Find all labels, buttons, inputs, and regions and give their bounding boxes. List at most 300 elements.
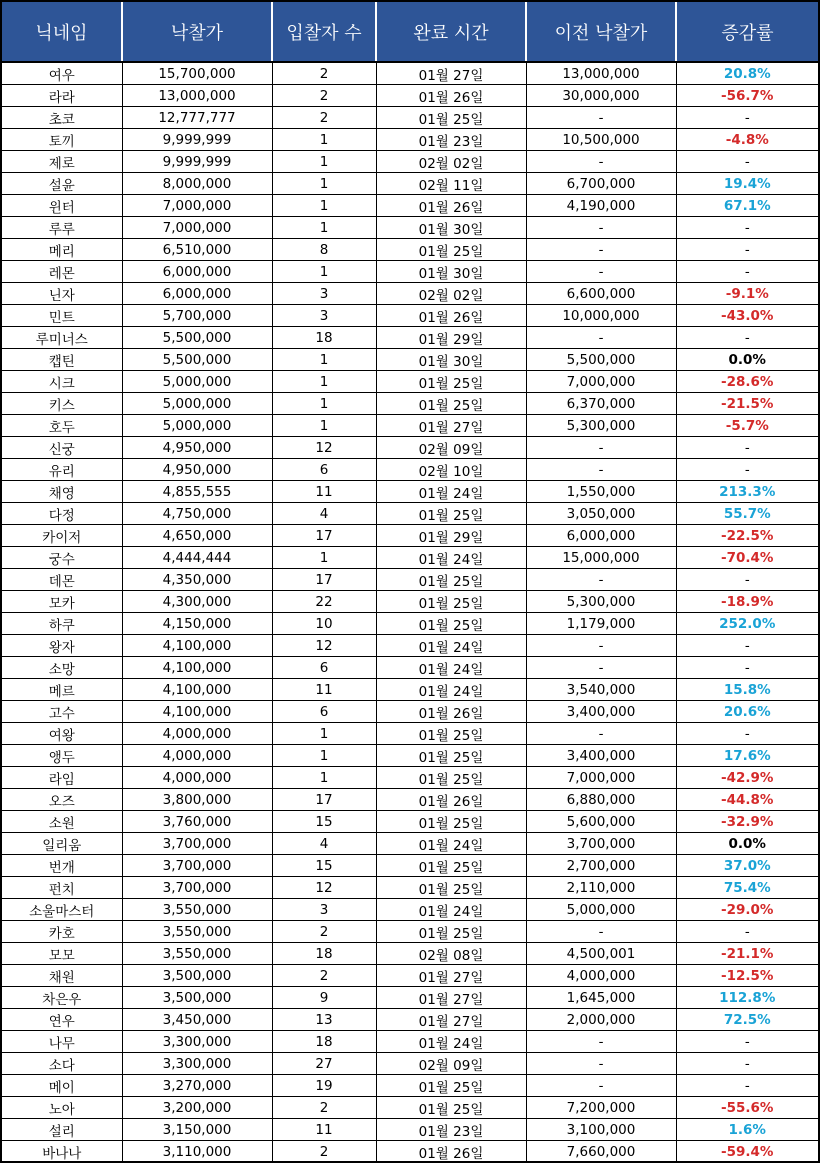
- cell-nickname: 왕자: [2, 635, 122, 657]
- cell-change-rate: 17.6%: [676, 745, 818, 767]
- cell-previous-bid: 3,700,000: [526, 833, 676, 855]
- cell-nickname: 라라: [2, 85, 122, 107]
- cell-bidder-count: 1: [272, 261, 376, 283]
- cell-completion-time: 01월 24일: [376, 481, 526, 503]
- table-row: [2, 503, 818, 525]
- cell-change-rate: -5.7%: [676, 415, 818, 437]
- cell-change-rate: -: [676, 327, 818, 349]
- table-row: [2, 767, 818, 789]
- cell-nickname: 닌자: [2, 283, 122, 305]
- cell-previous-bid: 7,000,000: [526, 767, 676, 789]
- cell-change-rate: -44.8%: [676, 789, 818, 811]
- cell-change-rate: 0.0%: [676, 349, 818, 371]
- cell-bidder-count: 3: [272, 283, 376, 305]
- cell-change-rate: -: [676, 459, 818, 481]
- cell-winning-bid: 3,110,000: [122, 1141, 272, 1163]
- cell-winning-bid: 3,550,000: [122, 943, 272, 965]
- cell-bidder-count: 1: [272, 547, 376, 569]
- cell-bidder-count: 13: [272, 1009, 376, 1031]
- cell-completion-time: 01월 27일: [376, 1009, 526, 1031]
- cell-winning-bid: 3,500,000: [122, 965, 272, 987]
- cell-nickname: 일리움: [2, 833, 122, 855]
- cell-completion-time: 01월 26일: [376, 701, 526, 723]
- cell-previous-bid: 5,300,000: [526, 415, 676, 437]
- cell-bidder-count: 1: [272, 767, 376, 789]
- cell-change-rate: -21.5%: [676, 393, 818, 415]
- cell-change-rate: -21.1%: [676, 943, 818, 965]
- table-row: [2, 899, 818, 921]
- cell-nickname: 카호: [2, 921, 122, 943]
- cell-previous-bid: -: [526, 1031, 676, 1053]
- cell-nickname: 궁수: [2, 547, 122, 569]
- cell-change-rate: -4.8%: [676, 129, 818, 151]
- table-row: [2, 393, 818, 415]
- cell-change-rate: 67.1%: [676, 195, 818, 217]
- cell-nickname: 데몬: [2, 569, 122, 591]
- cell-nickname: 펀치: [2, 877, 122, 899]
- cell-completion-time: 02월 02일: [376, 151, 526, 173]
- cell-nickname: 카이저: [2, 525, 122, 547]
- cell-previous-bid: 3,050,000: [526, 503, 676, 525]
- cell-previous-bid: 13,000,000: [526, 62, 676, 85]
- cell-change-rate: -: [676, 261, 818, 283]
- cell-bidder-count: 2: [272, 1097, 376, 1119]
- cell-completion-time: 02월 02일: [376, 283, 526, 305]
- cell-previous-bid: -: [526, 635, 676, 657]
- cell-previous-bid: 3,100,000: [526, 1119, 676, 1141]
- cell-completion-time: 01월 26일: [376, 1141, 526, 1163]
- cell-winning-bid: 15,700,000: [122, 62, 272, 85]
- cell-bidder-count: 11: [272, 679, 376, 701]
- cell-bidder-count: 6: [272, 459, 376, 481]
- cell-nickname: 고수: [2, 701, 122, 723]
- table-row: [2, 789, 818, 811]
- cell-winning-bid: 4,350,000: [122, 569, 272, 591]
- cell-previous-bid: -: [526, 1075, 676, 1097]
- cell-winning-bid: 3,500,000: [122, 987, 272, 1009]
- cell-bidder-count: 9: [272, 987, 376, 1009]
- cell-change-rate: 213.3%: [676, 481, 818, 503]
- cell-bidder-count: 2: [272, 62, 376, 85]
- cell-nickname: 하쿠: [2, 613, 122, 635]
- table-row: [2, 1141, 818, 1163]
- cell-change-rate: -28.6%: [676, 371, 818, 393]
- table-row: [2, 547, 818, 569]
- cell-change-rate: -56.7%: [676, 85, 818, 107]
- cell-change-rate: -: [676, 635, 818, 657]
- cell-completion-time: 01월 27일: [376, 415, 526, 437]
- cell-bidder-count: 11: [272, 1119, 376, 1141]
- cell-completion-time: 01월 23일: [376, 129, 526, 151]
- cell-previous-bid: -: [526, 437, 676, 459]
- cell-completion-time: 01월 30일: [376, 217, 526, 239]
- cell-previous-bid: 4,190,000: [526, 195, 676, 217]
- cell-winning-bid: 7,000,000: [122, 217, 272, 239]
- cell-bidder-count: 8: [272, 239, 376, 261]
- table-row: [2, 217, 818, 239]
- cell-previous-bid: 5,600,000: [526, 811, 676, 833]
- cell-previous-bid: 3,540,000: [526, 679, 676, 701]
- cell-nickname: 초코: [2, 107, 122, 129]
- table-row: [2, 459, 818, 481]
- cell-nickname: 나무: [2, 1031, 122, 1053]
- cell-completion-time: 02월 09일: [376, 437, 526, 459]
- cell-winning-bid: 5,000,000: [122, 371, 272, 393]
- cell-change-rate: -59.4%: [676, 1141, 818, 1163]
- cell-previous-bid: 6,600,000: [526, 283, 676, 305]
- cell-change-rate: 0.0%: [676, 833, 818, 855]
- cell-winning-bid: 3,760,000: [122, 811, 272, 833]
- cell-change-rate: -: [676, 723, 818, 745]
- cell-nickname: 바나나: [42, 1145, 82, 1162]
- table-row: [2, 239, 818, 261]
- cell-previous-bid: 10,500,000: [526, 129, 676, 151]
- cell-bidder-count: 1: [272, 415, 376, 437]
- cell-change-rate: -: [676, 107, 818, 129]
- cell-bidder-count: 1: [272, 129, 376, 151]
- cell-winning-bid: 12,777,777: [122, 107, 272, 129]
- cell-bidder-count: 2: [272, 85, 376, 107]
- table-body: [2, 62, 818, 1162]
- header-completion-time: 완료 시간: [376, 2, 526, 62]
- cell-previous-bid: 3,400,000: [526, 745, 676, 767]
- cell-change-rate: 55.7%: [676, 503, 818, 525]
- cell-completion-time: 01월 25일: [376, 1075, 526, 1097]
- cell-nickname: 앵두: [2, 745, 122, 767]
- cell-previous-bid: -: [526, 569, 676, 591]
- cell-bidder-count: 22: [272, 591, 376, 613]
- cell-winning-bid: 4,650,000: [122, 525, 272, 547]
- cell-previous-bid: 10,000,000: [526, 305, 676, 327]
- cell-change-rate: -: [676, 657, 818, 679]
- cell-previous-bid: -: [526, 151, 676, 173]
- cell-completion-time: 01월 25일: [376, 371, 526, 393]
- cell-winning-bid: 3,550,000: [122, 899, 272, 921]
- cell-bidder-count: 17: [272, 525, 376, 547]
- table-row: [2, 415, 818, 437]
- table-row: [2, 151, 818, 173]
- cell-nickname: 설윤: [2, 173, 122, 195]
- table-row: [2, 85, 818, 107]
- cell-winning-bid: 3,300,000: [122, 1053, 272, 1075]
- cell-nickname: 채영: [2, 481, 122, 503]
- cell-completion-time: 01월 23일: [376, 1119, 526, 1141]
- cell-completion-time: 02월 10일: [376, 459, 526, 481]
- cell-completion-time: 01월 25일: [376, 855, 526, 877]
- cell-previous-bid: 30,000,000: [526, 85, 676, 107]
- cell-nickname: 모모: [2, 943, 122, 965]
- cell-completion-time: 01월 26일: [376, 195, 526, 217]
- cell-winning-bid: 3,550,000: [122, 921, 272, 943]
- cell-nickname: 캡틴: [2, 349, 122, 371]
- cell-completion-time: 01월 25일: [376, 811, 526, 833]
- cell-change-rate: 19.4%: [676, 173, 818, 195]
- cell-nickname: 여우: [2, 62, 122, 85]
- cell-completion-time: 01월 25일: [376, 107, 526, 129]
- cell-previous-bid: 2,700,000: [526, 855, 676, 877]
- cell-completion-time: 01월 24일: [376, 635, 526, 657]
- cell-winning-bid: 3,800,000: [122, 789, 272, 811]
- cell-bidder-count: 27: [272, 1053, 376, 1075]
- cell-change-rate: -: [676, 1031, 818, 1053]
- cell-previous-bid: -: [526, 459, 676, 481]
- cell-winning-bid: 9,999,999: [122, 151, 272, 173]
- cell-bidder-count: 17: [272, 569, 376, 591]
- cell-completion-time: 01월 29일: [376, 525, 526, 547]
- table-row: [2, 635, 818, 657]
- cell-winning-bid: 4,950,000: [122, 437, 272, 459]
- table-row: [2, 283, 818, 305]
- cell-nickname: 유리: [2, 459, 122, 481]
- cell-change-rate: -42.9%: [676, 767, 818, 789]
- table-row: [2, 1097, 818, 1119]
- cell-change-rate: -43.0%: [676, 305, 818, 327]
- cell-nickname: 노아: [2, 1097, 122, 1119]
- table-row: [2, 107, 818, 129]
- cell-winning-bid: 6,510,000: [122, 239, 272, 261]
- cell-bidder-count: 18: [272, 1031, 376, 1053]
- cell-bidder-count: 1: [272, 195, 376, 217]
- cell-bidder-count: 15: [272, 811, 376, 833]
- cell-completion-time: 01월 26일: [376, 305, 526, 327]
- table-row: [2, 877, 818, 899]
- cell-bidder-count: 18: [272, 327, 376, 349]
- cell-bidder-count: 10: [272, 613, 376, 635]
- header-winning-bid: 낙찰가: [122, 2, 272, 62]
- cell-change-rate: -55.6%: [676, 1097, 818, 1119]
- cell-nickname: 다정: [2, 503, 122, 525]
- table-row: [2, 349, 818, 371]
- cell-change-rate: 20.6%: [676, 701, 818, 723]
- cell-completion-time: 01월 24일: [376, 833, 526, 855]
- cell-bidder-count: 15: [272, 855, 376, 877]
- cell-change-rate: -29.0%: [676, 899, 818, 921]
- cell-change-rate: -12.5%: [676, 965, 818, 987]
- cell-change-rate: 37.0%: [676, 855, 818, 877]
- cell-previous-bid: 1,645,000: [526, 987, 676, 1009]
- cell-completion-time: 01월 25일: [376, 613, 526, 635]
- cell-bidder-count: 17: [272, 789, 376, 811]
- cell-winning-bid: 3,270,000: [122, 1075, 272, 1097]
- cell-completion-time: 01월 26일: [376, 789, 526, 811]
- table-row: [2, 723, 818, 745]
- cell-winning-bid: 5,700,000: [122, 305, 272, 327]
- cell-winning-bid: 4,100,000: [122, 679, 272, 701]
- cell-bidder-count: 2: [272, 965, 376, 987]
- cell-winning-bid: 4,100,000: [122, 657, 272, 679]
- cell-nickname: 민트: [2, 305, 122, 327]
- cell-change-rate: -: [676, 1053, 818, 1075]
- cell-bidder-count: 18: [272, 943, 376, 965]
- cell-winning-bid: 3,450,000: [122, 1009, 272, 1031]
- cell-previous-bid: 6,370,000: [526, 393, 676, 415]
- cell-completion-time: 02월 08일: [376, 943, 526, 965]
- cell-previous-bid: 15,000,000: [526, 547, 676, 569]
- cell-previous-bid: 7,000,000: [526, 371, 676, 393]
- table-row: [2, 591, 818, 613]
- cell-previous-bid: 2,110,000: [526, 877, 676, 899]
- cell-previous-bid: -: [526, 657, 676, 679]
- cell-change-rate: -22.5%: [676, 525, 818, 547]
- cell-completion-time: 01월 25일: [376, 239, 526, 261]
- cell-nickname: 키스: [2, 393, 122, 415]
- cell-winning-bid: 9,999,999: [122, 129, 272, 151]
- cell-bidder-count: 6: [272, 701, 376, 723]
- table-row: [2, 965, 818, 987]
- table-row: [2, 1009, 818, 1031]
- table-row: [2, 613, 818, 635]
- table-row: [2, 569, 818, 591]
- cell-nickname: 시크: [2, 371, 122, 393]
- cell-previous-bid: 5,300,000: [526, 591, 676, 613]
- cell-nickname: 루루: [2, 217, 122, 239]
- cell-bidder-count: 3: [272, 899, 376, 921]
- table-row: [2, 481, 818, 503]
- cell-previous-bid: 4,500,001: [526, 943, 676, 965]
- cell-completion-time: 01월 24일: [376, 899, 526, 921]
- cell-winning-bid: 6,000,000: [122, 283, 272, 305]
- cell-bidder-count: 1: [272, 349, 376, 371]
- cell-nickname: 제로: [2, 151, 122, 173]
- header-nickname: 닉네임: [2, 2, 122, 62]
- cell-nickname: 차은우: [2, 987, 122, 1009]
- cell-completion-time: 01월 30일: [376, 349, 526, 371]
- cell-completion-time: 01월 24일: [376, 679, 526, 701]
- table-row: [2, 1119, 818, 1141]
- table-row: [2, 745, 818, 767]
- table-row: [2, 657, 818, 679]
- cell-previous-bid: -: [526, 723, 676, 745]
- cell-nickname: 토끼: [2, 129, 122, 151]
- cell-change-rate: -: [676, 1075, 818, 1097]
- cell-nickname: 윈터: [2, 195, 122, 217]
- cell-previous-bid: -: [526, 921, 676, 943]
- cell-nickname: 메르: [2, 679, 122, 701]
- cell-winning-bid: 3,700,000: [122, 833, 272, 855]
- table-row: [2, 371, 818, 393]
- cell-winning-bid: 3,700,000: [122, 877, 272, 899]
- cell-change-rate: 1.6%: [676, 1119, 818, 1141]
- cell-completion-time: 01월 25일: [376, 767, 526, 789]
- cell-completion-time: 01월 27일: [376, 965, 526, 987]
- table-row: [2, 679, 818, 701]
- cell-winning-bid: 3,700,000: [122, 855, 272, 877]
- cell-change-rate: -70.4%: [676, 547, 818, 569]
- table-row: [2, 305, 818, 327]
- cell-change-rate: -: [676, 217, 818, 239]
- cell-bidder-count: 12: [272, 437, 376, 459]
- cell-winning-bid: 3,300,000: [122, 1031, 272, 1053]
- cell-previous-bid: 7,660,000: [526, 1141, 676, 1163]
- table-header-row: [2, 2, 818, 62]
- auction-results-table: [2, 2, 818, 1162]
- cell-nickname: 번개: [2, 855, 122, 877]
- cell-completion-time: 01월 25일: [376, 591, 526, 613]
- cell-completion-time: 01월 25일: [376, 503, 526, 525]
- cell-completion-time: 01월 25일: [376, 569, 526, 591]
- cell-previous-bid: 5,000,000: [526, 899, 676, 921]
- cell-winning-bid: 4,000,000: [122, 723, 272, 745]
- cell-completion-time: 01월 27일: [376, 62, 526, 85]
- cell-winning-bid: 4,855,555: [122, 481, 272, 503]
- cell-previous-bid: 7,200,000: [526, 1097, 676, 1119]
- table-row: [2, 195, 818, 217]
- cell-change-rate: 72.5%: [676, 1009, 818, 1031]
- cell-winning-bid: 3,200,000: [122, 1097, 272, 1119]
- cell-bidder-count: 11: [272, 481, 376, 503]
- cell-change-rate: -: [676, 239, 818, 261]
- cell-previous-bid: 6,700,000: [526, 173, 676, 195]
- cell-winning-bid: 4,444,444: [122, 547, 272, 569]
- table-row: [2, 833, 818, 855]
- cell-nickname: 소다: [2, 1053, 122, 1075]
- table-row: [2, 1053, 818, 1075]
- cell-winning-bid: 3,150,000: [122, 1119, 272, 1141]
- cell-nickname: 소망: [2, 657, 122, 679]
- cell-completion-time: 01월 25일: [376, 723, 526, 745]
- cell-bidder-count: 2: [272, 1141, 376, 1163]
- cell-bidder-count: 2: [272, 921, 376, 943]
- cell-previous-bid: 2,000,000: [526, 1009, 676, 1031]
- cell-bidder-count: 6: [272, 657, 376, 679]
- cell-winning-bid: 4,750,000: [122, 503, 272, 525]
- table-row: [2, 62, 818, 85]
- cell-winning-bid: 4,150,000: [122, 613, 272, 635]
- cell-completion-time: 01월 24일: [376, 657, 526, 679]
- table-row: [2, 327, 818, 349]
- cell-winning-bid: 4,300,000: [122, 591, 272, 613]
- cell-bidder-count: 12: [272, 635, 376, 657]
- cell-winning-bid: 5,000,000: [122, 415, 272, 437]
- cell-nickname: 라임: [2, 767, 122, 789]
- cell-change-rate: -32.9%: [676, 811, 818, 833]
- cell-nickname: 연우: [2, 1009, 122, 1031]
- cell-nickname: 신궁: [2, 437, 122, 459]
- cell-winning-bid: 13,000,000: [122, 85, 272, 107]
- table-row: [2, 437, 818, 459]
- cell-nickname: 소원: [2, 811, 122, 833]
- cell-completion-time: 01월 25일: [376, 745, 526, 767]
- cell-previous-bid: -: [526, 261, 676, 283]
- header-change-rate: 증감률: [676, 2, 818, 62]
- cell-completion-time: 01월 25일: [376, 877, 526, 899]
- cell-winning-bid: 4,950,000: [122, 459, 272, 481]
- cell-change-rate: -18.9%: [676, 591, 818, 613]
- cell-change-rate: -9.1%: [676, 283, 818, 305]
- table-row: [2, 921, 818, 943]
- cell-winning-bid: 6,000,000: [122, 261, 272, 283]
- cell-completion-time: 01월 25일: [376, 393, 526, 415]
- cell-completion-time: 01월 24일: [376, 1031, 526, 1053]
- table-row: [2, 943, 818, 965]
- cell-previous-bid: -: [526, 217, 676, 239]
- table-row: [2, 1075, 818, 1097]
- cell-change-rate: 15.8%: [676, 679, 818, 701]
- cell-winning-bid: 4,000,000: [122, 767, 272, 789]
- cell-winning-bid: 4,100,000: [122, 635, 272, 657]
- cell-bidder-count: 4: [272, 833, 376, 855]
- cell-nickname: 호두: [2, 415, 122, 437]
- cell-previous-bid: 6,880,000: [526, 789, 676, 811]
- cell-change-rate: -: [676, 151, 818, 173]
- cell-completion-time: 02월 09일: [376, 1053, 526, 1075]
- cell-bidder-count: 1: [272, 393, 376, 415]
- cell-previous-bid: -: [526, 1053, 676, 1075]
- table-row: [2, 701, 818, 723]
- cell-bidder-count: 1: [272, 217, 376, 239]
- cell-previous-bid: 1,550,000: [526, 481, 676, 503]
- cell-bidder-count: 1: [272, 151, 376, 173]
